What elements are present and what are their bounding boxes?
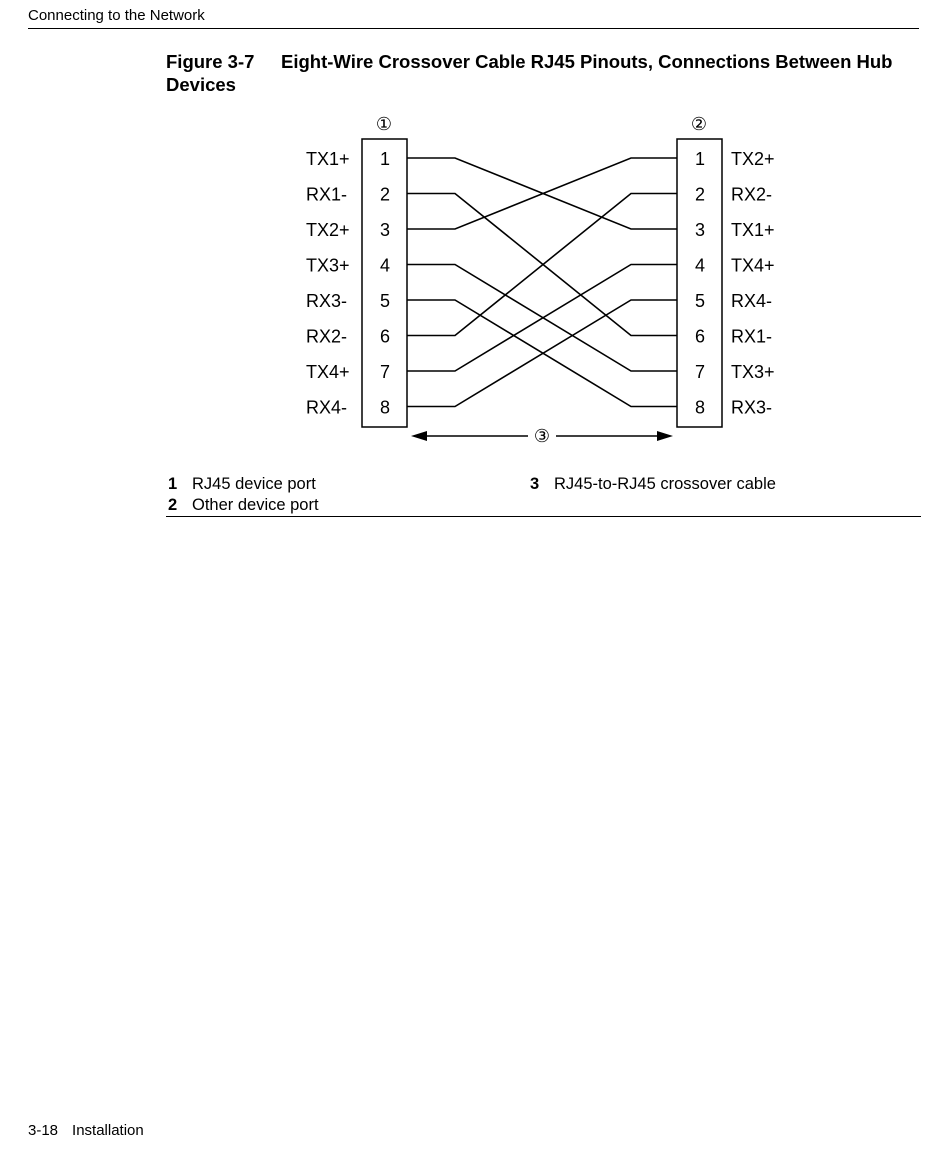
pin-labels	[306, 149, 775, 418]
left-pin-signal: TX1+	[306, 149, 350, 169]
wires	[407, 158, 677, 407]
left-pin-number: 2	[379, 184, 391, 205]
left-pin-signal: RX2-	[306, 326, 348, 347]
right-connector-box	[677, 139, 722, 427]
right-pin-number: 7	[694, 362, 706, 382]
left-connector-box	[362, 139, 407, 427]
legend-num: 3	[530, 475, 540, 493]
right-pin-signal: TX4+	[731, 255, 775, 276]
right-pin-number: 1	[694, 149, 706, 169]
arrowhead-left	[411, 431, 427, 441]
left-pin-signal: TX2+	[306, 220, 350, 240]
page-footer	[28, 1122, 144, 1139]
left-pin-number: 5	[379, 291, 391, 311]
right-pin-signal: TX1+	[731, 220, 775, 240]
left-pin-signal: RX3-	[306, 291, 348, 311]
callout-cable: ③	[533, 426, 551, 446]
legend-num: 1	[168, 475, 178, 493]
left-pin-number: 4	[379, 255, 391, 276]
left-pin-number: 8	[379, 397, 391, 418]
page-number: 3-18	[28, 1122, 59, 1139]
right-pin-signal: RX2-	[731, 184, 773, 205]
figure-number: Figure 3-7	[166, 51, 255, 72]
right-pin-number: 6	[694, 326, 706, 347]
wire-pin-8-to-5	[407, 300, 677, 407]
left-pin-signal: TX4+	[306, 362, 350, 382]
legend-item-1	[168, 475, 316, 494]
legend-item-3	[530, 475, 776, 494]
legend-text: RJ45-to-RJ45 crossover cable	[554, 475, 776, 493]
left-pin-number: 1	[379, 149, 391, 169]
right-pin-number: 3	[694, 220, 706, 240]
callout-left-port: ①	[375, 114, 393, 134]
legend-num: 2	[168, 496, 178, 514]
arrowhead-right	[657, 431, 673, 441]
left-pin-signal: RX1-	[306, 184, 348, 205]
left-pin-signal: TX3+	[306, 255, 350, 276]
left-pin-signal: RX4-	[306, 397, 348, 418]
right-pin-number: 5	[694, 291, 706, 311]
wire-pin-7-to-4	[407, 265, 677, 372]
footer-section: Installation	[72, 1122, 144, 1139]
right-pin-signal: TX2+	[731, 149, 775, 169]
right-pin-signal: RX3-	[731, 397, 773, 418]
right-pin-signal: RX4-	[731, 291, 773, 311]
legend-text: RJ45 device port	[192, 475, 316, 493]
left-pin-number: 3	[379, 220, 391, 240]
legend-rule	[166, 516, 921, 517]
legend-text: Other device port	[192, 496, 319, 514]
right-pin-signal: TX3+	[731, 362, 775, 382]
callout-right-port: ②	[690, 114, 708, 134]
right-pin-number: 4	[694, 255, 706, 276]
legend-item-2	[168, 496, 319, 515]
right-pin-number: 2	[694, 184, 706, 205]
crossover-diagram	[0, 0, 950, 470]
left-pin-number: 6	[379, 326, 391, 347]
running-header: Connecting to the Network	[28, 7, 205, 24]
right-pin-signal: RX1-	[731, 326, 773, 347]
right-pin-number: 8	[694, 397, 706, 418]
left-pin-number: 7	[379, 362, 391, 382]
figure-caption: Eight-Wire Crossover Cable RJ45 Pinouts, Connections Between Hub Devices	[166, 51, 893, 95]
